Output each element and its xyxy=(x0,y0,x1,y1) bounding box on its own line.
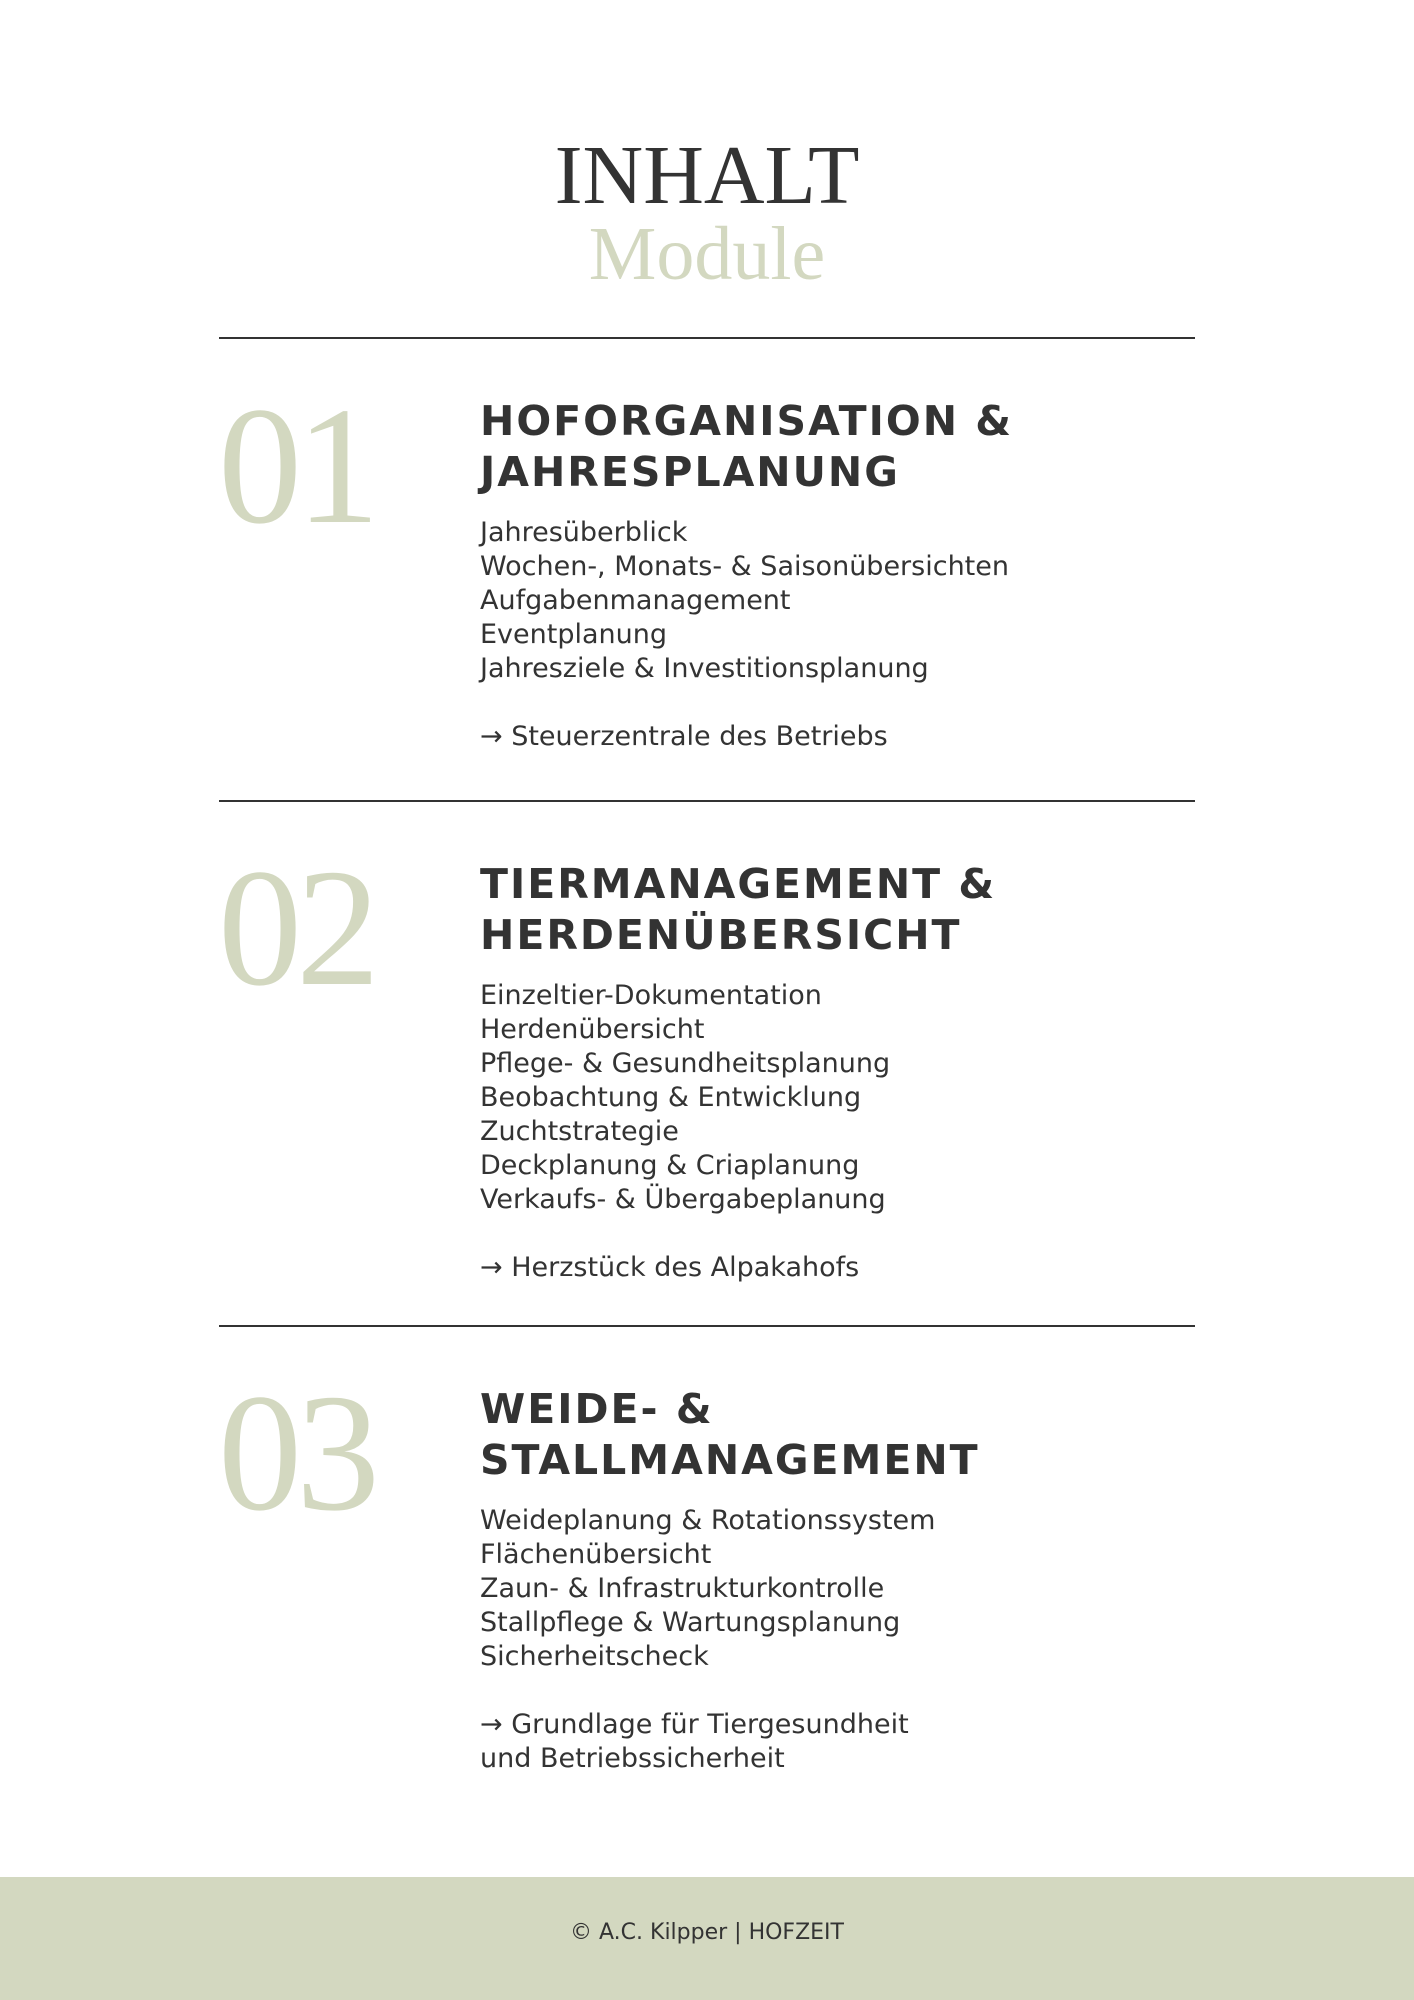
module-summary xyxy=(480,720,1180,754)
section-divider xyxy=(219,1325,1195,1327)
list-item: Einzeltier-Dokumentation xyxy=(480,980,822,1011)
list-item: Flächenübersicht xyxy=(480,1539,712,1570)
list-item: Jahresüberblick xyxy=(480,517,688,548)
module-title-line: HERDENÜBERSICHT xyxy=(480,911,962,959)
module-title-line: TIERMANAGEMENT & xyxy=(480,860,997,908)
list-item: Herdenübersicht xyxy=(480,1014,705,1045)
module-title xyxy=(480,859,1180,961)
module-title-line: JAHRESPLANUNG xyxy=(480,448,900,496)
list-item: Zuchtstrategie xyxy=(480,1116,679,1147)
list-item: Beobachtung & Entwicklung xyxy=(480,1082,862,1113)
module-title-line: HOFORGANISATION & xyxy=(480,397,1014,445)
module-item-list xyxy=(480,1504,1180,1674)
module-section xyxy=(480,859,1180,1285)
module-summary-line: → Herzstück des Alpakahofs xyxy=(480,1252,860,1283)
module-title xyxy=(480,1384,1180,1486)
module-summary-line: → Grundlage für Tiergesundheit xyxy=(480,1709,909,1740)
list-item: Wochen-, Monats- & Saisonübersichten xyxy=(480,551,1009,582)
footer-copyright: © A.C. Kilpper | HOFZEIT xyxy=(570,1920,844,1945)
module-item-list xyxy=(480,516,1180,686)
module-item-list xyxy=(480,979,1180,1217)
list-item: Pflege- & Gesundheitsplanung xyxy=(480,1048,891,1079)
module-number: 03 xyxy=(218,1360,374,1546)
module-number: 01 xyxy=(218,373,374,559)
page-subtitle: Module xyxy=(588,212,826,296)
module-title-line: STALLMANAGEMENT xyxy=(480,1436,980,1484)
list-item: Stallpflege & Wartungsplanung xyxy=(480,1607,901,1638)
module-title-line: WEIDE- & xyxy=(480,1385,714,1433)
list-item: Verkaufs- & Übergabeplanung xyxy=(480,1184,886,1215)
list-item: Aufgabenmanagement xyxy=(480,585,791,616)
section-divider xyxy=(219,800,1195,802)
module-summary-line: → Steuerzentrale des Betriebs xyxy=(480,721,888,752)
module-section xyxy=(480,1384,1180,1776)
list-item: Sicherheitscheck xyxy=(480,1641,709,1672)
module-summary xyxy=(480,1251,1180,1285)
list-item: Eventplanung xyxy=(480,619,668,650)
section-divider xyxy=(219,337,1195,339)
module-number: 02 xyxy=(218,835,374,1021)
page-title: INHALT xyxy=(554,129,860,222)
list-item: Jahresziele & Investitionsplanung xyxy=(480,653,929,684)
list-item: Weideplanung & Rotationssystem xyxy=(480,1505,936,1536)
module-section xyxy=(480,396,1180,754)
module-summary-line: und Betriebssicherheit xyxy=(480,1743,785,1774)
list-item: Zaun- & Infrastrukturkontrolle xyxy=(480,1573,885,1604)
module-title xyxy=(480,396,1180,498)
footer xyxy=(0,1877,1414,2000)
module-summary xyxy=(480,1708,1180,1776)
list-item: Deckplanung & Criaplanung xyxy=(480,1150,860,1181)
